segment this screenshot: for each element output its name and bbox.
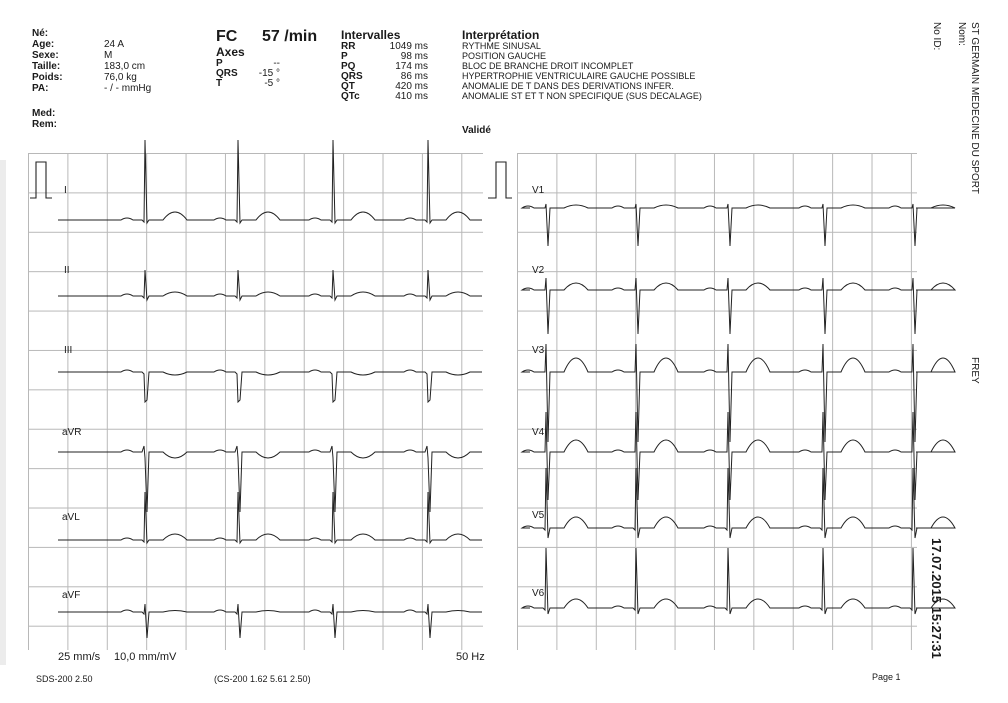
lead-label-avf: aVF: [62, 590, 81, 601]
interval-label: RR: [341, 41, 356, 52]
patient-field-value: M: [104, 50, 113, 61]
interpretation-title: Interprétation: [462, 28, 540, 42]
gain-setting: 10,0 mm/mV: [114, 651, 177, 663]
interpretation-line: ANOMALIE DE T DANS DES DERIVATIONS INFER.: [462, 81, 674, 91]
interpretation-line: POSITION GAUCHE: [462, 51, 547, 61]
patient-field-label: Poids:: [32, 72, 63, 83]
lead-label-iii: III: [64, 345, 73, 356]
intervals-title: Intervalles: [341, 28, 401, 42]
lead-label-v4: V4: [532, 427, 545, 438]
patient-field-label: Age:: [32, 39, 55, 50]
interval-label: P: [341, 51, 348, 62]
axis-label: P: [216, 58, 223, 69]
patient-name: FREY: [969, 357, 980, 384]
patient-field-value: 183,0 cm: [104, 61, 146, 72]
interval-value: 420 ms: [395, 81, 428, 92]
lead-label-ii: II: [64, 265, 70, 276]
interval-value: 174 ms: [395, 61, 428, 72]
interpretation-line: HYPERTROPHIE VENTRICULAIRE GAUCHE POSSIBLE: [462, 71, 696, 81]
interpretation-line: RYTHME SINUSAL: [462, 41, 541, 51]
interval-label: PQ: [341, 61, 356, 72]
lead-label-avl: aVL: [62, 512, 80, 523]
interval-label: QRS: [341, 71, 363, 82]
device-version: (CS-200 1.62 5.61 2.50): [214, 674, 311, 684]
lead-label-i: I: [64, 185, 67, 196]
interval-value: 410 ms: [395, 91, 428, 102]
patient-field-value: 24 A: [104, 39, 125, 50]
patient-field-label: Sexe:: [32, 50, 59, 61]
validated-label: Validé: [462, 125, 491, 136]
axis-label: QRS: [216, 68, 238, 79]
med-label: Med:: [32, 108, 56, 119]
axis-label: T: [216, 78, 223, 89]
axis-value: --: [273, 58, 280, 69]
ecg-grid-limb-leads: [28, 153, 483, 650]
patient-field-label: Né:: [32, 28, 49, 39]
axis-value: -5 °: [264, 78, 280, 89]
lead-label-v3: V3: [532, 345, 545, 356]
axis-value: -15 °: [258, 68, 280, 79]
patient-field-value: 76,0 kg: [104, 72, 137, 83]
filter-setting: 50 Hz: [456, 651, 485, 663]
patient-field-value: - / - mmHg: [104, 83, 152, 94]
axes-title: Axes: [216, 45, 245, 59]
calibration-pulse-right: [488, 162, 512, 198]
lead-label-v1: V1: [532, 185, 545, 196]
lead-label-v2: V2: [532, 265, 545, 276]
heart-rate-value: 57 /min: [262, 28, 318, 45]
rem-label: Rem:: [32, 119, 58, 130]
interval-label: QT: [341, 81, 355, 92]
patient-field-label: Taille:: [32, 61, 61, 72]
interpretation-line: ANOMALIE ST ET T NON SPECIFIQUE (SUS DECALAGE): [462, 91, 702, 101]
interval-value: 1049 ms: [389, 41, 428, 52]
heart-rate-label: FC: [216, 28, 238, 45]
interval-label: QTc: [341, 91, 360, 102]
paper-speed: 25 mm/s: [58, 651, 101, 663]
lead-label-v5: V5: [532, 510, 545, 521]
patient-field-label: PA:: [32, 83, 49, 94]
software-version: SDS-200 2.50: [36, 674, 93, 684]
lead-label-v6: V6: [532, 588, 545, 599]
institution-name: ST GERMAIN MEDECINE DU SPORT: [969, 22, 980, 194]
lead-label-avr: aVR: [62, 427, 82, 438]
record-datetime: 17.07.2015 15:27:31: [929, 538, 944, 659]
page-edge-shadow: [0, 160, 6, 665]
name-label: Nom:: [956, 22, 967, 46]
interval-value: 98 ms: [400, 51, 428, 62]
interval-value: 86 ms: [400, 71, 428, 82]
page-number: Page 1: [872, 672, 901, 682]
ecg-grid-chest-leads: [517, 153, 917, 650]
id-label: No ID:: [931, 22, 942, 51]
interpretation-line: BLOC DE BRANCHE DROIT INCOMPLET: [462, 61, 634, 71]
